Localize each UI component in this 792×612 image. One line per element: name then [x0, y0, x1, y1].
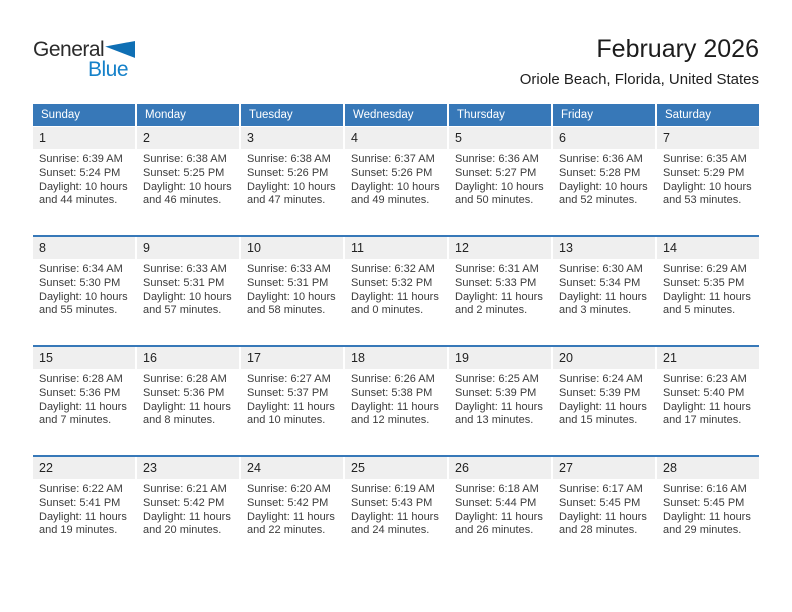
sunset-text: Sunset: 5:40 PM [663, 386, 745, 399]
sunset-text: Sunset: 5:45 PM [663, 496, 745, 509]
daylight-text-line1: Daylight: 11 hours [143, 510, 231, 523]
sunset-text: Sunset: 5:35 PM [663, 276, 745, 289]
day-details [449, 479, 551, 565]
daylight-text-line1: Daylight: 11 hours [663, 290, 751, 303]
day-number: 13 [553, 237, 655, 259]
daylight-text-line1: Daylight: 10 hours [143, 290, 232, 303]
sunrise-text: Sunrise: 6:32 AM [351, 263, 435, 275]
week-row-1 [33, 127, 759, 235]
sunrise-text: Sunrise: 6:21 AM [143, 483, 227, 495]
daylight-text-line2: and 50 minutes. [455, 194, 534, 207]
sunset-text: Sunset: 5:27 PM [455, 166, 537, 179]
weeks-container [33, 127, 759, 565]
daylight-text-line2: and 53 minutes. [663, 194, 742, 207]
sunset-text: Sunset: 5:30 PM [39, 276, 121, 289]
general-blue-logo [33, 38, 153, 82]
day-details [449, 259, 551, 345]
daylight-text-line2: and 17 minutes. [663, 414, 742, 427]
daylight-text-line1: Daylight: 10 hours [663, 180, 752, 193]
sunset-text: Sunset: 5:42 PM [247, 496, 329, 509]
day-details [33, 259, 135, 345]
daylight-text-line2: and 20 minutes. [143, 524, 222, 537]
day-details [345, 479, 447, 565]
day-header-row [33, 104, 759, 126]
day-cell-4 [345, 127, 447, 235]
day-details [345, 259, 447, 345]
daylight-text-line1: Daylight: 11 hours [247, 400, 335, 413]
sunrise-text: Sunrise: 6:36 AM [455, 153, 539, 165]
day-number: 6 [553, 127, 655, 149]
day-details [241, 149, 343, 235]
day-number: 3 [241, 127, 343, 149]
day-cell-28 [657, 457, 759, 565]
day-number: 27 [553, 457, 655, 479]
daylight-text-line1: Daylight: 10 hours [351, 180, 440, 193]
sunset-text: Sunset: 5:43 PM [351, 496, 433, 509]
day-cell-10 [241, 237, 343, 345]
sunrise-text: Sunrise: 6:38 AM [247, 153, 331, 165]
day-details [553, 369, 655, 455]
daylight-text-line2: and 0 minutes. [351, 304, 424, 317]
day-cell-19 [449, 347, 551, 455]
daylight-text-line1: Daylight: 11 hours [455, 510, 543, 523]
daylight-text-line1: Daylight: 11 hours [39, 400, 127, 413]
day-cell-5 [449, 127, 551, 235]
daylight-text-line2: and 26 minutes. [455, 524, 534, 537]
sunset-text: Sunset: 5:45 PM [559, 496, 641, 509]
daylight-text-line2: and 47 minutes. [247, 194, 326, 207]
day-number: 5 [449, 127, 551, 149]
day-number: 16 [137, 347, 239, 369]
sunrise-text: Sunrise: 6:23 AM [663, 373, 747, 385]
day-number: 24 [241, 457, 343, 479]
day-number: 22 [33, 457, 135, 479]
day-details [553, 479, 655, 565]
daylight-text-line2: and 46 minutes. [143, 194, 222, 207]
daylight-text-line1: Daylight: 10 hours [39, 180, 128, 193]
day-details [553, 259, 655, 345]
sunset-text: Sunset: 5:31 PM [143, 276, 225, 289]
sunset-text: Sunset: 5:33 PM [455, 276, 537, 289]
daylight-text-line2: and 7 minutes. [39, 414, 112, 427]
page-subtitle: Oriole Beach, Florida, United States [519, 71, 759, 88]
day-cell-1 [33, 127, 135, 235]
sunrise-text: Sunrise: 6:37 AM [351, 153, 435, 165]
sunset-text: Sunset: 5:38 PM [351, 386, 433, 399]
sunset-text: Sunset: 5:31 PM [247, 276, 329, 289]
sunset-text: Sunset: 5:32 PM [351, 276, 433, 289]
sunrise-text: Sunrise: 6:28 AM [143, 373, 227, 385]
sunrise-text: Sunrise: 6:22 AM [39, 483, 123, 495]
day-number: 23 [137, 457, 239, 479]
daylight-text-line2: and 57 minutes. [143, 304, 222, 317]
day-details [241, 479, 343, 565]
page-header [0, 0, 792, 104]
daylight-text-line1: Daylight: 11 hours [351, 400, 439, 413]
daylight-text-line2: and 49 minutes. [351, 194, 430, 207]
day-details [137, 479, 239, 565]
day-number: 20 [553, 347, 655, 369]
sunset-text: Sunset: 5:26 PM [247, 166, 329, 179]
sunset-text: Sunset: 5:24 PM [39, 166, 121, 179]
day-details [241, 369, 343, 455]
day-details [33, 479, 135, 565]
sunrise-text: Sunrise: 6:24 AM [559, 373, 643, 385]
daylight-text-line2: and 58 minutes. [247, 304, 326, 317]
day-number: 11 [345, 237, 447, 259]
sunset-text: Sunset: 5:36 PM [39, 386, 121, 399]
daylight-text-line1: Daylight: 10 hours [247, 180, 336, 193]
sunrise-text: Sunrise: 6:33 AM [247, 263, 331, 275]
day-cell-25 [345, 457, 447, 565]
daylight-text-line2: and 2 minutes. [455, 304, 528, 317]
day-details [345, 149, 447, 235]
sunset-text: Sunset: 5:34 PM [559, 276, 641, 289]
day-number: 14 [657, 237, 759, 259]
daylight-text-line2: and 55 minutes. [39, 304, 118, 317]
day-header-thursday: Thursday [449, 104, 551, 126]
day-cell-15 [33, 347, 135, 455]
day-number: 1 [33, 127, 135, 149]
day-header-wednesday: Wednesday [345, 104, 447, 126]
sunrise-text: Sunrise: 6:16 AM [663, 483, 747, 495]
day-details [553, 149, 655, 235]
day-header-friday: Friday [553, 104, 655, 126]
sunrise-text: Sunrise: 6:20 AM [247, 483, 331, 495]
sunrise-text: Sunrise: 6:18 AM [455, 483, 539, 495]
day-cell-22 [33, 457, 135, 565]
title-block [520, 34, 759, 88]
day-number: 7 [657, 127, 759, 149]
day-details [33, 369, 135, 455]
daylight-text-line2: and 22 minutes. [247, 524, 326, 537]
day-header-sunday: Sunday [33, 104, 135, 126]
sunset-text: Sunset: 5:39 PM [455, 386, 537, 399]
daylight-text-line2: and 24 minutes. [351, 524, 430, 537]
day-number: 8 [33, 237, 135, 259]
sunrise-text: Sunrise: 6:28 AM [39, 373, 123, 385]
sunset-text: Sunset: 5:25 PM [143, 166, 225, 179]
day-cell-12 [449, 237, 551, 345]
daylight-text-line1: Daylight: 11 hours [663, 400, 751, 413]
daylight-text-line1: Daylight: 10 hours [559, 180, 648, 193]
day-cell-6 [553, 127, 655, 235]
sunset-text: Sunset: 5:29 PM [663, 166, 745, 179]
day-details [449, 369, 551, 455]
day-details [449, 149, 551, 235]
day-number: 21 [657, 347, 759, 369]
day-cell-11 [345, 237, 447, 345]
daylight-text-line2: and 15 minutes. [559, 414, 638, 427]
daylight-text-line2: and 28 minutes. [559, 524, 638, 537]
sunrise-text: Sunrise: 6:27 AM [247, 373, 331, 385]
day-header-tuesday: Tuesday [241, 104, 343, 126]
day-cell-24 [241, 457, 343, 565]
sunrise-text: Sunrise: 6:29 AM [663, 263, 747, 275]
daylight-text-line2: and 44 minutes. [39, 194, 118, 207]
day-cell-9 [137, 237, 239, 345]
day-number: 12 [449, 237, 551, 259]
daylight-text-line2: and 13 minutes. [455, 414, 534, 427]
sunset-text: Sunset: 5:44 PM [455, 496, 537, 509]
day-details [33, 149, 135, 235]
sunrise-text: Sunrise: 6:26 AM [351, 373, 435, 385]
day-number: 26 [449, 457, 551, 479]
sunrise-text: Sunrise: 6:33 AM [143, 263, 227, 275]
day-details [345, 369, 447, 455]
day-number: 25 [345, 457, 447, 479]
sunset-text: Sunset: 5:37 PM [247, 386, 329, 399]
sunset-text: Sunset: 5:36 PM [143, 386, 225, 399]
day-cell-16 [137, 347, 239, 455]
daylight-text-line1: Daylight: 11 hours [143, 400, 231, 413]
day-cell-3 [241, 127, 343, 235]
sunrise-text: Sunrise: 6:39 AM [39, 153, 123, 165]
day-number: 17 [241, 347, 343, 369]
day-details [657, 149, 759, 235]
day-number: 4 [345, 127, 447, 149]
day-header-monday: Monday [137, 104, 239, 126]
daylight-text-line1: Daylight: 11 hours [351, 290, 439, 303]
daylight-text-line2: and 52 minutes. [559, 194, 638, 207]
daylight-text-line1: Daylight: 11 hours [559, 400, 647, 413]
sunset-text: Sunset: 5:41 PM [39, 496, 121, 509]
daylight-text-line2: and 5 minutes. [663, 304, 736, 317]
sunset-text: Sunset: 5:26 PM [351, 166, 433, 179]
day-header-saturday: Saturday [657, 104, 759, 126]
daylight-text-line1: Daylight: 11 hours [455, 400, 543, 413]
day-number: 18 [345, 347, 447, 369]
daylight-text-line1: Daylight: 10 hours [455, 180, 544, 193]
calendar [33, 104, 759, 565]
sunrise-text: Sunrise: 6:31 AM [455, 263, 539, 275]
daylight-text-line1: Daylight: 10 hours [247, 290, 336, 303]
sunrise-text: Sunrise: 6:35 AM [663, 153, 747, 165]
day-cell-23 [137, 457, 239, 565]
day-cell-21 [657, 347, 759, 455]
day-cell-26 [449, 457, 551, 565]
logo-text-general: General [33, 38, 105, 61]
sunrise-text: Sunrise: 6:36 AM [559, 153, 643, 165]
daylight-text-line1: Daylight: 11 hours [663, 510, 751, 523]
page-title: February 2026 [596, 35, 759, 63]
day-number: 28 [657, 457, 759, 479]
daylight-text-line2: and 12 minutes. [351, 414, 430, 427]
daylight-text-line1: Daylight: 11 hours [559, 510, 647, 523]
day-cell-17 [241, 347, 343, 455]
day-cell-8 [33, 237, 135, 345]
daylight-text-line2: and 29 minutes. [663, 524, 742, 537]
sunrise-text: Sunrise: 6:30 AM [559, 263, 643, 275]
day-cell-7 [657, 127, 759, 235]
week-row-2 [33, 235, 759, 345]
day-cell-18 [345, 347, 447, 455]
daylight-text-line1: Daylight: 10 hours [143, 180, 232, 193]
daylight-text-line1: Daylight: 11 hours [351, 510, 439, 523]
week-row-3 [33, 345, 759, 455]
day-details [241, 259, 343, 345]
sunrise-text: Sunrise: 6:34 AM [39, 263, 123, 275]
day-number: 15 [33, 347, 135, 369]
day-details [137, 149, 239, 235]
day-number: 10 [241, 237, 343, 259]
daylight-text-line2: and 3 minutes. [559, 304, 632, 317]
daylight-text-line2: and 10 minutes. [247, 414, 326, 427]
logo-text-blue: Blue [88, 58, 129, 81]
day-number: 19 [449, 347, 551, 369]
day-cell-13 [553, 237, 655, 345]
day-details [657, 479, 759, 565]
logo-triangle-icon [105, 41, 135, 58]
day-details [657, 259, 759, 345]
day-cell-20 [553, 347, 655, 455]
day-details [137, 259, 239, 345]
sunrise-text: Sunrise: 6:17 AM [559, 483, 643, 495]
day-cell-14 [657, 237, 759, 345]
day-details [137, 369, 239, 455]
daylight-text-line1: Daylight: 11 hours [455, 290, 543, 303]
daylight-text-line1: Daylight: 11 hours [559, 290, 647, 303]
daylight-text-line1: Daylight: 11 hours [247, 510, 335, 523]
daylight-text-line2: and 8 minutes. [143, 414, 216, 427]
daylight-text-line2: and 19 minutes. [39, 524, 118, 537]
sunrise-text: Sunrise: 6:19 AM [351, 483, 435, 495]
sunset-text: Sunset: 5:42 PM [143, 496, 225, 509]
daylight-text-line1: Daylight: 10 hours [39, 290, 128, 303]
week-row-4 [33, 455, 759, 565]
sunset-text: Sunset: 5:39 PM [559, 386, 641, 399]
sunrise-text: Sunrise: 6:38 AM [143, 153, 227, 165]
day-number: 2 [137, 127, 239, 149]
sunset-text: Sunset: 5:28 PM [559, 166, 641, 179]
day-details [657, 369, 759, 455]
sunrise-text: Sunrise: 6:25 AM [455, 373, 539, 385]
day-number: 9 [137, 237, 239, 259]
day-cell-2 [137, 127, 239, 235]
daylight-text-line1: Daylight: 11 hours [39, 510, 127, 523]
day-cell-27 [553, 457, 655, 565]
